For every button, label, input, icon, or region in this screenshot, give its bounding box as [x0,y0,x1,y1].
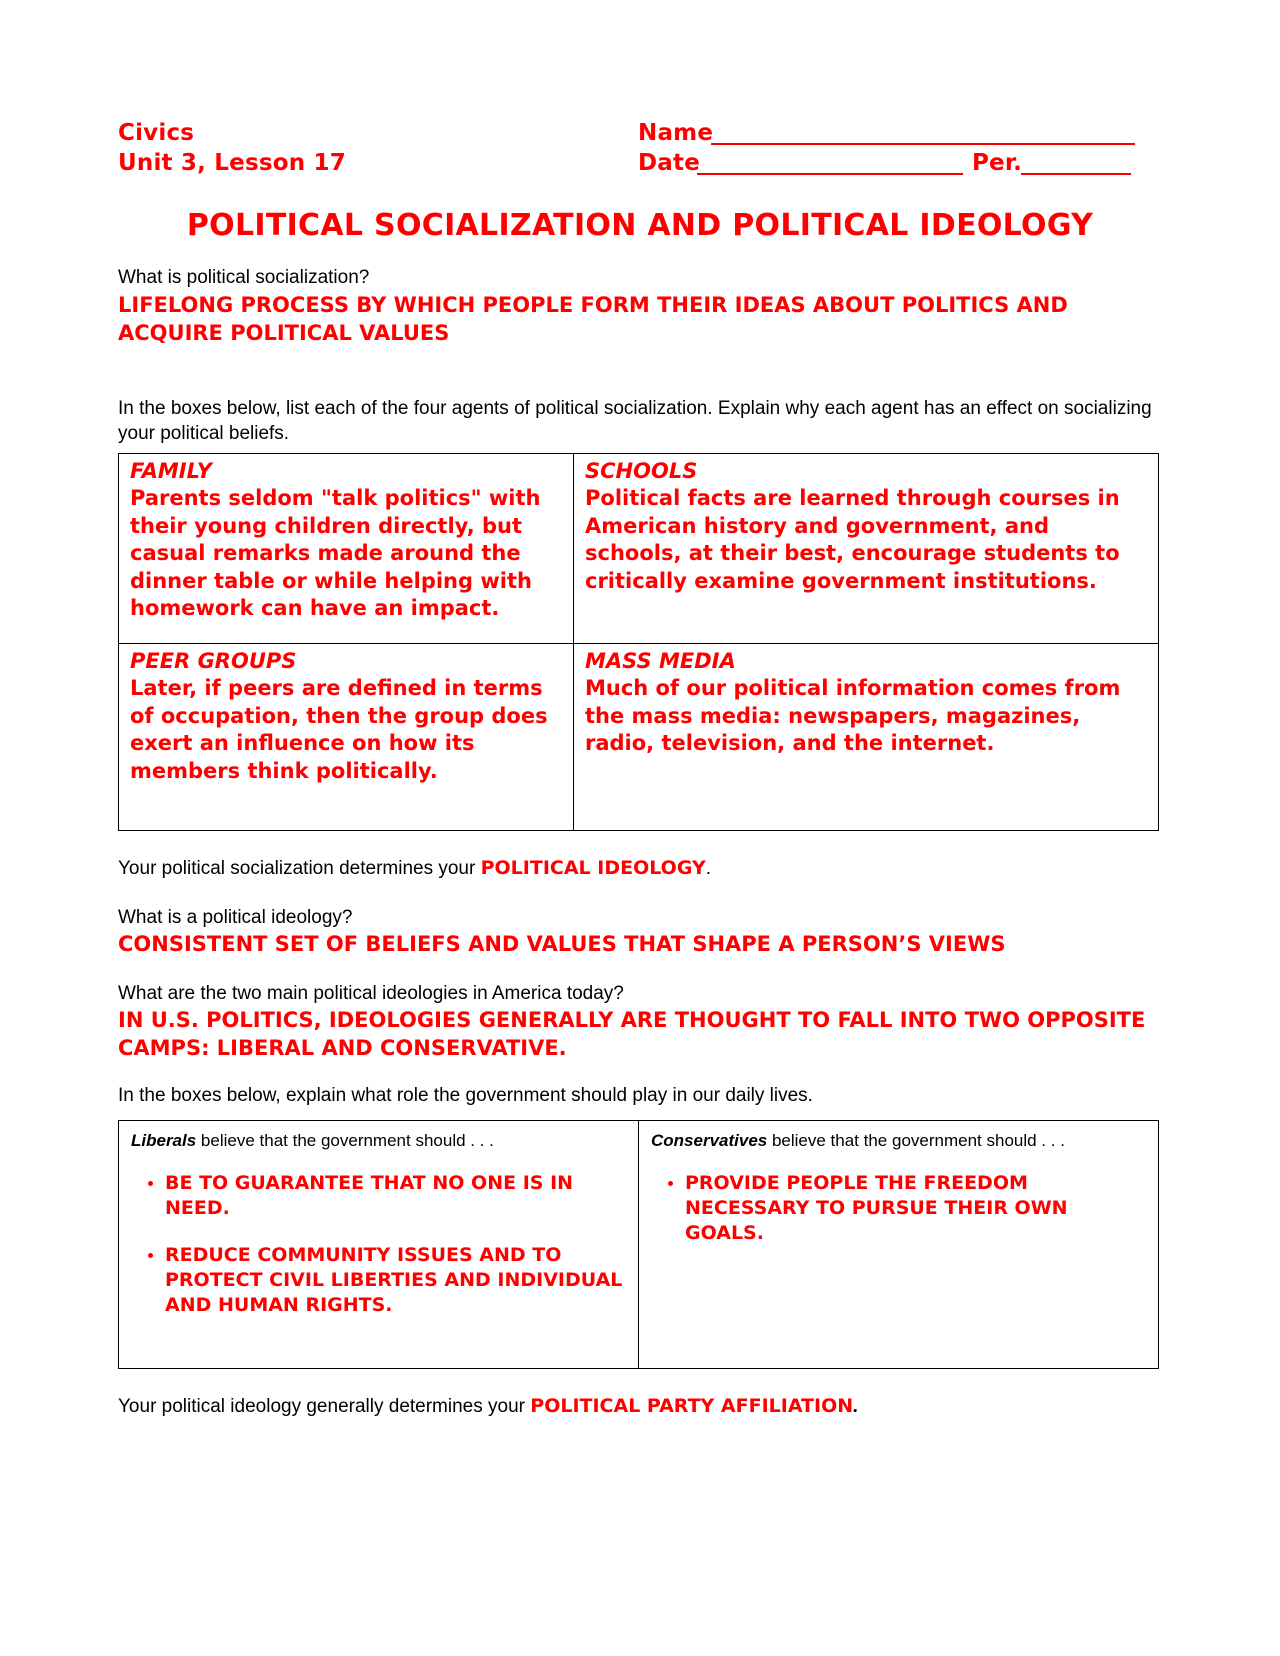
agent-text: Later, if peers are defined in terms of occupation, then the group does exert an influence on how its members think politically. [130,676,548,783]
agent-text: Parents seldom "talk politics" with their young children directly, but casual remarks made around the dinner table or while helping with homework can have an impact. [130,486,541,620]
agent-name: SCHOOLS [585,459,698,483]
party-statement-prefix: Your political ideology generally determines your [118,1396,531,1417]
liberals-label: Liberals [131,1131,197,1150]
agent-name: MASS MEDIA [585,649,736,673]
party-statement-suffix: . [853,1396,859,1417]
course-label: Civics [118,120,195,146]
liberals-prompt: believe that the government should . . . [196,1131,494,1150]
answer-socialization-line2: ACQUIRE POLITICAL VALUES [118,321,450,345]
ideology-statement-answer: POLITICAL IDEOLOGY [480,857,706,879]
answer-socialization [118,291,1178,347]
table-row [119,644,1159,831]
ideology-table [118,1120,1159,1369]
question-main-ideologies: What are the two main political ideologies in America today? [118,983,624,1004]
list-item: • REDUCE COMMUNITY ISSUES AND TO PROTECT CIVIL LIBERTIES AND INDIVIDUAL AND HUMAN RIGHTS. [165,1243,628,1318]
agent-name: PEER GROUPS [130,649,297,673]
answer-ideology: CONSISTENT SET OF BELIEFS AND VALUES THAT SHAPE A PERSON’S VIEWS [118,932,1006,956]
list-item: • PROVIDE PEOPLE THE FREEDOM NECESSARY TO PURSUE THEIR OWN GOALS. [685,1171,1088,1246]
liberals-points [131,1171,628,1318]
ideology-statement-suffix: . [705,858,712,879]
answer-main-ideologies [118,1006,1178,1062]
liberals-cell[interactable] [119,1121,639,1369]
lesson-label: Unit 3, Lesson 17 [118,150,346,176]
agent-cell-family[interactable] [119,454,574,644]
agent-cell-peer-groups[interactable] [119,644,574,831]
agent-cell-mass-media[interactable] [574,644,1159,831]
party-statement [118,1395,858,1418]
date-label: Date [638,150,701,176]
question-socialization: What is political socialization? [118,267,370,288]
agent-name: FAMILY [130,459,212,483]
name-line[interactable] [711,143,1135,145]
conservatives-prompt: believe that the government should . . . [767,1131,1065,1150]
list-item: • BE TO GUARANTEE THAT NO ONE IS IN NEED. [165,1171,628,1221]
conservatives-label: Conservatives [651,1131,768,1150]
period-label: Per. [972,150,1023,176]
agent-text: Political facts are learned through courses in American history and government, and schools, at their best, encourage students to critically examine government institutions. [585,486,1120,593]
agent-text: Much of our political information comes from the mass media: newspapers, magazines, radio, television, and the internet. [585,676,1121,755]
conservatives-heading [651,1131,1148,1151]
date-line[interactable] [697,173,963,175]
conservatives-points [651,1171,1148,1246]
agent-cell-schools[interactable] [574,454,1159,644]
question-ideology: What is a political ideology? [118,907,353,928]
ideology-statement-prefix: Your political socialization determines your [118,858,481,879]
conservatives-cell[interactable] [639,1121,1159,1369]
answer-socialization-line1: LIFELONG PROCESS BY WHICH PEOPLE FORM THEIR IDEAS ABOUT POLITICS AND [118,293,1068,317]
page-title: POLITICAL SOCIALIZATION AND POLITICAL IDEOLOGY [186,208,1094,243]
answer-main-ideologies-line2: CAMPS: LIBERAL AND CONSERVATIVE. [118,1036,567,1060]
table-row [119,1121,1159,1369]
agents-table [118,453,1159,831]
roles-instructions: In the boxes below, explain what role the government should play in our daily lives. [118,1085,813,1106]
period-line[interactable] [1021,173,1131,175]
agents-instructions: In the boxes below, list each of the four agents of political socialization. Explain why each agent has an effect on socializing your political beliefs. [118,398,1152,444]
answer-main-ideologies-line1: IN U.S. POLITICS, IDEOLOGIES GENERALLY ARE THOUGHT TO FALL INTO TWO OPPOSITE [118,1008,1146,1032]
party-statement-answer: POLITICAL PARTY AFFILIATION [530,1395,854,1417]
liberals-heading [131,1131,628,1151]
ideology-statement [118,857,711,880]
name-label: Name [638,120,714,146]
table-row [119,454,1159,644]
